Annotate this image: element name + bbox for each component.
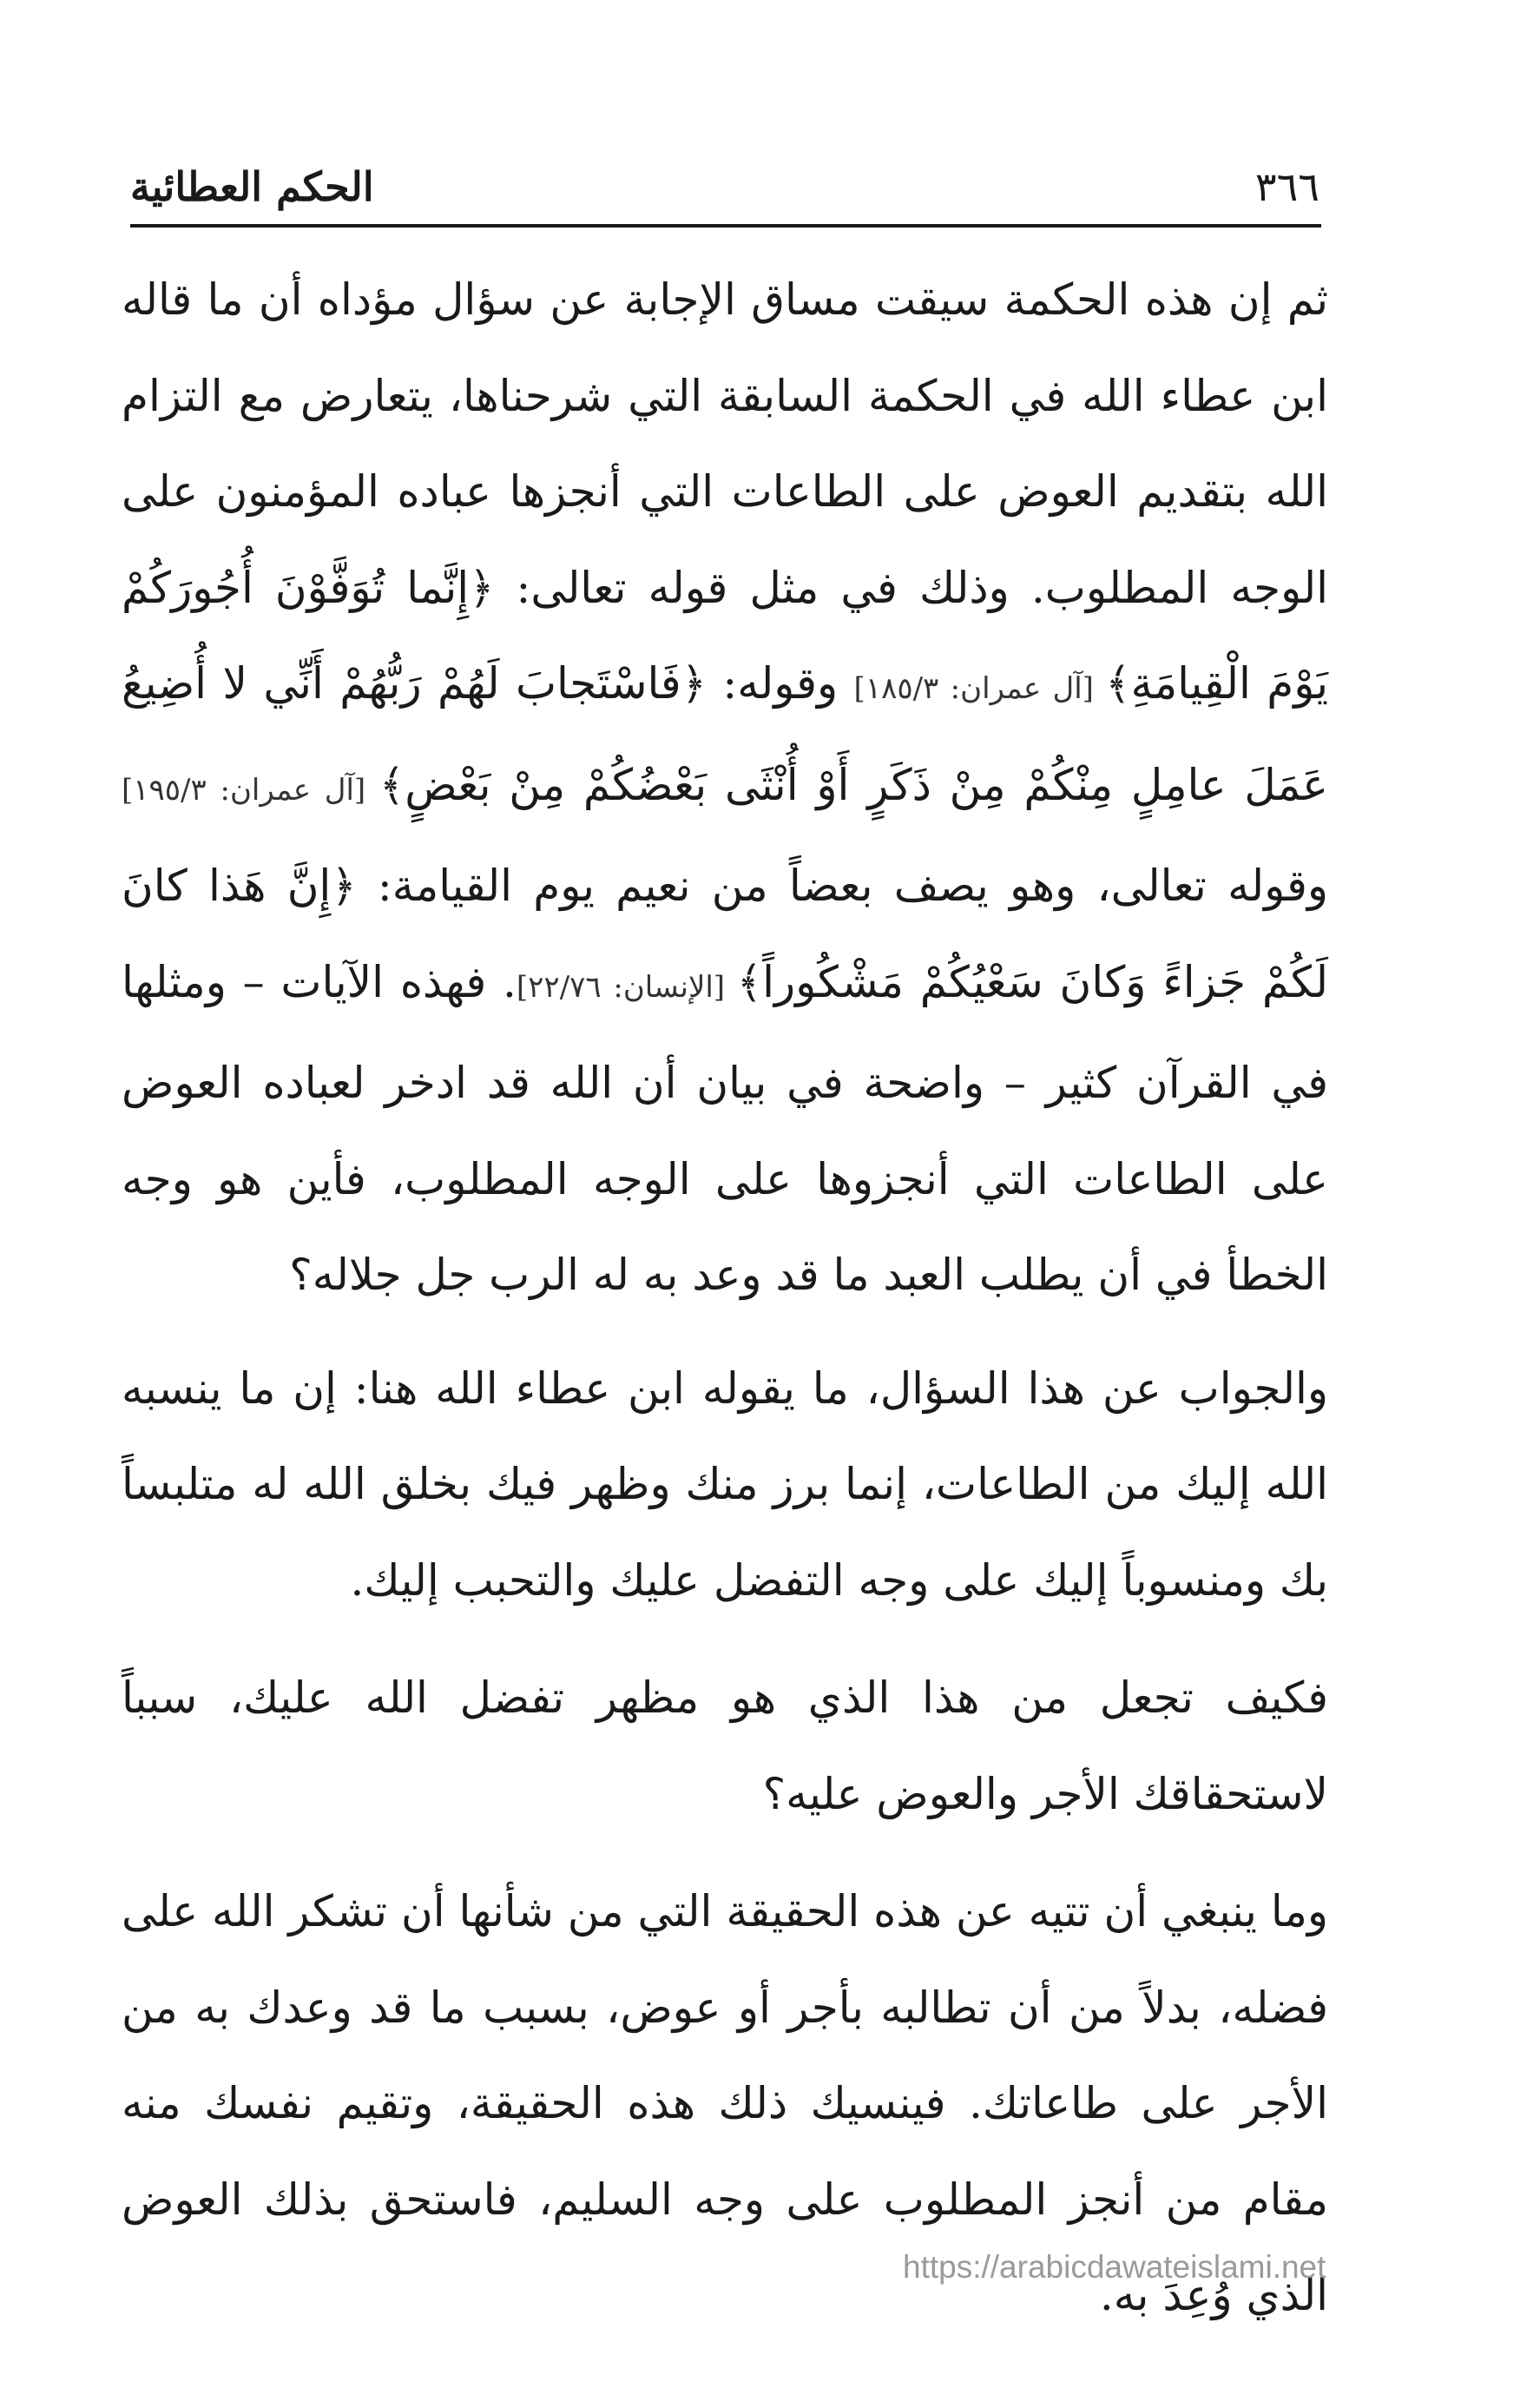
paragraph-1-text-1: ثم إن هذه الحكمة سيقت مساق الإجابة عن سؤال مؤداه أن ما قاله ابن عطاء الله في الحكمة السابقة التي شرحناها، يتعارض مع التزام الله بتقديم العوض على الطاعات التي أنجزها عباده المؤمنون على الوجه المطلوب. وذلك في مثل قوله تعالى: [122, 274, 1328, 613]
paragraph-1 [122, 252, 1328, 1323]
paragraph-2: والجواب عن هذا السؤال، ما يقوله ابن عطاء الله هنا: إن ما ينسبه الله إليك من الطاعات، إنما برز منك وظهر فيك بخلق الله له متلبساً بك ومنسوباً إليك على وجه التفضل عليك والتحبب إليك. [122, 1362, 1328, 1606]
paragraph-1-text-2: وقوله: [706, 658, 854, 709]
quran-verse-1: ﴿إِنَّما تُوَفَّوْنَ أُجُورَكُمْ يَوْمَ الْقِيامَةِ﴾ [122, 562, 1328, 709]
quran-verse-2: ﴿فَاسْتَجابَ لَهُمْ رَبُّهُمْ أَنِّي لا أُضِيعُ عَمَلَ عامِلٍ مِنْكُمْ مِنْ ذَكَرٍ أَوْ أُنْثَى بَعْضُكُمْ مِنْ بَعْضٍ﴾ [122, 658, 1328, 810]
page-number: ٣٦٦ [1254, 163, 1320, 210]
header-rule [130, 224, 1321, 228]
verse-citation-2: [آل عمران: ١٩٥/٣] [122, 772, 379, 808]
body-text [122, 252, 1328, 2344]
paragraph-3: فكيف تجعل من هذا الذي هو مظهر تفضل الله عليك، سبباً لاستحقاقك الأجر والعوض عليه؟ [122, 1672, 1328, 1819]
quran-verse-3: ﴿إِنَّ هَذا كانَ لَكُمْ جَزاءً وَكانَ سَعْيُكُمْ مَشْكُوراً﴾ [122, 861, 1329, 1007]
paragraph-1-text-4: . فهذه الآيات – ومثلها في القرآن كثير – واضحة في بيان أن الله قد ادخر لعباده العوض على الطاعات التي أنجزوها على الوجه المطلوب، فأين هو وجه الخطأ في أن يطلب العبد ما قد وعد به له الرب جل جلاله؟ [122, 956, 1328, 1300]
running-title: الحكم العطائية [130, 163, 374, 210]
verse-citation-3: [الإنسان: ٢٢/٧٦] [516, 969, 737, 1005]
page-header [130, 148, 1320, 234]
watermark-url: https://arabicdawateislami.net [903, 2249, 1326, 2285]
paragraph-4: وما ينبغي أن تتيه عن هذه الحقيقة التي من شأنها أن تشكر الله على فضله، بدلاً من أن تطالبه بأجر أو عوض، بسبب ما قد وعدك به من الأجر على طاعاتك. فينسيك ذلك هذه الحقيقة، وتقيم نفسك منه مقام من أنجز المطلوب على وجه السليم، فاستحق بذلك العوض الذي وُعِدَ به. [122, 1886, 1328, 2320]
verse-citation-1: [آل عمران: ١٨٥/٣] [853, 671, 1106, 706]
paragraph-1-text-3: وقوله تعالى، وهو يصف بعضاً من نعيم يوم القيامة: [356, 861, 1328, 911]
